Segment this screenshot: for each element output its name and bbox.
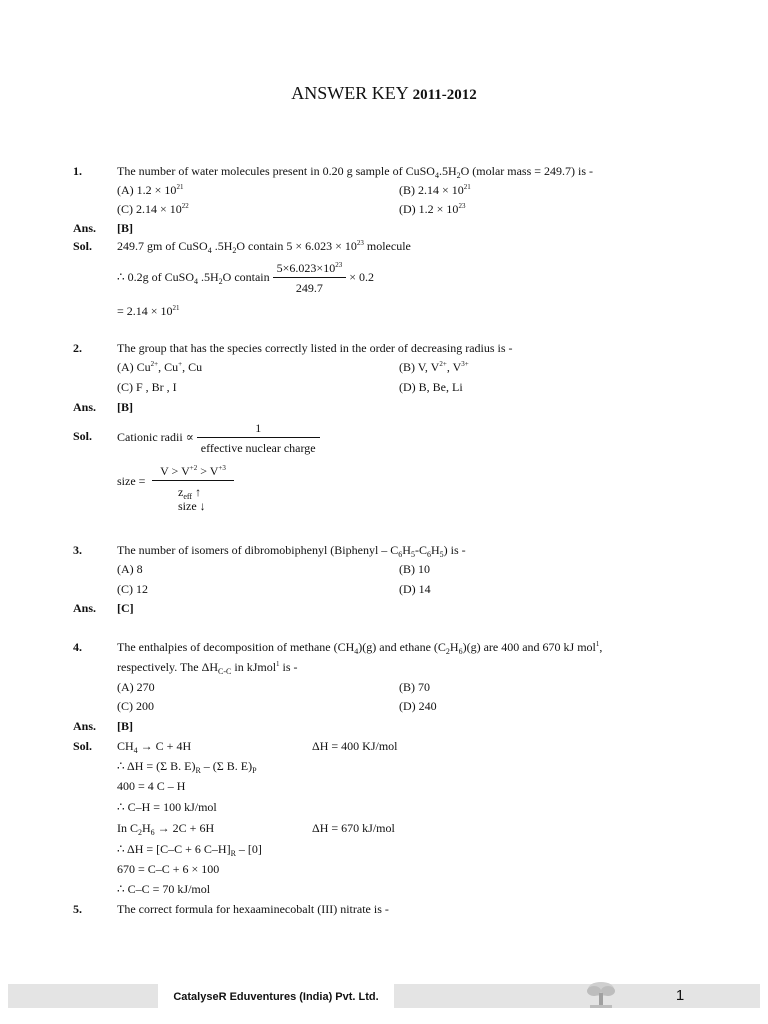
question-4-solution-line-4: ∴ C–H = 100 kJ/mol [117, 800, 217, 814]
question-1-solution-line-1: 249.7 gm of CuSO$_4$ $.5H_2O$ contain $5 \times 6.023 \times 10^{23}$ molecule [117, 239, 411, 255]
question-1-option-b: (B) $2.14 \times 10^{21}$ [399, 183, 471, 197]
question-4-option-a: (A) 270 [117, 680, 155, 694]
question-2-option-d: (D) B, Be, Li [399, 380, 463, 394]
question-3-answer: [C] [117, 601, 134, 615]
question-1-stem: The number of water molecules present in 0.20 g sample of $CuSO_4.5H_2O$ (molar mass = 249.7) is - [117, 164, 594, 180]
question-2-stem: The group that has the species correctly listed in the order of decreasing radius is - [117, 341, 513, 355]
question-1-solution-line-2: ∴ 0.2g of CuSO$_4$ $.5H_2O$ contain $\frac{5\times 6.023\times 10^{23}}{249.7}$ × 0.2 [117, 261, 374, 295]
zeff-trend: $z_{eff}$ ↑ [178, 485, 202, 501]
question-3-option-b: (B) 10 [399, 562, 430, 576]
question-2-fraction: 1 effective nuclear charge [197, 422, 320, 454]
question-3-option-d: (D) 14 [399, 582, 431, 596]
question-2-number: 2. [73, 341, 82, 355]
question-1-option-c: (C) $2.14 \times 10^{22}$ [117, 202, 189, 216]
question-2-solution-line-1: Cationic radii ∝ 1 effective nuclear charge [117, 422, 320, 454]
question-4-answer: [B] [117, 719, 133, 733]
question-4-solution-line-1: $CH_4 \to C + 4H$ [117, 739, 192, 755]
question-3-option-a: (A) 8 [117, 562, 143, 576]
question-4-option-c: (C) 200 [117, 699, 154, 713]
question-4-solution-line-5-enthalpy: ΔH = 670 kJ/mol [312, 821, 395, 835]
question-5-number: 5. [73, 902, 82, 916]
up-arrow-icon: ↑ [195, 485, 202, 499]
question-4-number: 4. [73, 640, 82, 654]
question-3-stem: The number of isomers of dibromobiphenyl (Biphenyl – $C_6H_5-C_6H_5$) is - [117, 543, 466, 559]
question-2-option-c: (C) F , Br , I [117, 380, 177, 394]
question-4-stem-line-1: The enthalpies of decomposition of methane $(CH_4)(g)$ and ethane $(C_2H_6)(g)$ are 400 and 670 kJ mol$^1$, [117, 640, 603, 656]
page-title: ANSWER KEY 2011-2012 [291, 83, 477, 103]
question-4-option-b: (B) 70 [399, 680, 430, 694]
question-4-solution-line-2: ∴ ΔH = (Σ B. $E)_R - (\Sigma$ B. $E)_P$ [117, 759, 257, 775]
question-1-number: 1. [73, 164, 82, 178]
question-4-solution-line-1-enthalpy: ΔH = 400 KJ/mol [312, 739, 398, 753]
solution-label: Sol. [73, 239, 93, 253]
page-number: 1 [675, 987, 685, 1004]
answer-label: Ans. [73, 221, 97, 235]
question-4-option-d: (D) 240 [399, 699, 437, 713]
answer-label: Ans. [73, 601, 97, 615]
question-4-stem-line-2: respectively. The $\Delta H_{C-C}$ in kJmol$^1$ is - [117, 660, 298, 676]
question-2-answer: [B] [117, 400, 133, 414]
question-4-solution-line-8: ∴ C–C = 70 kJ/mol [117, 882, 211, 896]
solution-label: Sol. [73, 739, 93, 753]
question-1-option-d: (D) $1.2 \times 10^{23}$ [399, 202, 466, 216]
answer-label: Ans. [73, 719, 97, 733]
question-1-fraction: $\frac{5\times 6.023\times 10^{23}}{249.7}$ [273, 262, 347, 294]
footer-company-name: CatalyseR Eduventures (India) Pvt. Ltd. [173, 991, 379, 1003]
answer-label: Ans. [73, 400, 97, 414]
question-2-option-a: (A) $Cu^{2+}$, Cu+, Cu [117, 360, 203, 374]
question-1-option-a: (A) $1.2 \times 10^{21}$ [117, 183, 184, 197]
solution-label: Sol. [73, 429, 93, 443]
question-4-solution-line-3: 400 = 4 C – H [117, 779, 186, 793]
question-4-solution-line-7: 670 = C–C + 6 × 100 [117, 862, 220, 876]
title-year: 2011-2012 [412, 87, 477, 103]
question-1-solution-line-3: = $2.14 \times 10^{21}$ [117, 304, 180, 318]
size-sequence: $V > V^{+2} > V^{+3}$ [152, 465, 234, 481]
question-4-solution-line-6: ∴ ΔH = [C–C + 6 $C-H]_R - [0]$ [117, 842, 262, 858]
question-1-answer: [B] [117, 221, 133, 235]
question-3-number: 3. [73, 543, 82, 557]
size-label: size = [117, 474, 146, 488]
question-3-option-c: (C) 12 [117, 582, 148, 596]
question-5-stem: The correct formula for hexaaminecobalt (III) nitrate is - [117, 902, 389, 916]
size-trend: size ↓ [178, 499, 206, 513]
question-2-option-b: (B) V, $V^{2+}$, $V^{3+}$ [399, 360, 469, 374]
question-4-solution-line-5: In $C_2H_6 \to 2C + 6H$ [117, 821, 215, 837]
